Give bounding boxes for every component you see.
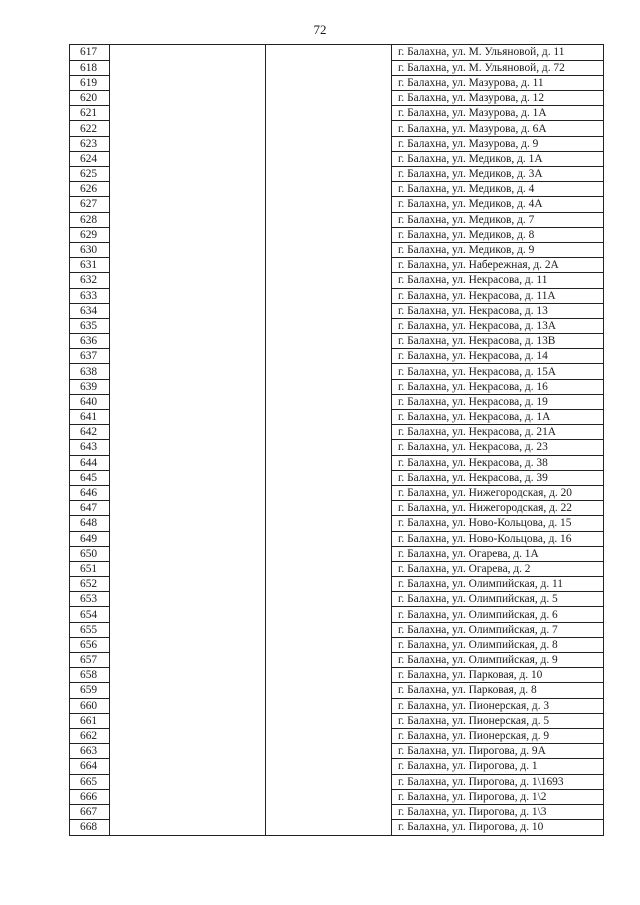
table-row	[70, 728, 604, 743]
address-cell: г. Балахна, ул. Некрасова, д. 13В	[392, 334, 604, 349]
table-row	[70, 713, 604, 728]
empty-cell	[110, 455, 266, 470]
empty-cell	[266, 91, 392, 106]
row-number: 644	[70, 455, 110, 470]
row-number: 635	[70, 318, 110, 333]
empty-cell	[266, 774, 392, 789]
table-row	[70, 242, 604, 257]
row-number: 641	[70, 410, 110, 425]
address-cell: г. Балахна, ул. Пионерская, д. 9	[392, 728, 604, 743]
empty-cell	[110, 379, 266, 394]
empty-cell	[266, 546, 392, 561]
empty-cell	[266, 334, 392, 349]
empty-cell	[266, 258, 392, 273]
table-row	[70, 349, 604, 364]
address-cell: г. Балахна, ул. Медиков, д. 3А	[392, 167, 604, 182]
empty-cell	[266, 728, 392, 743]
address-cell: г. Балахна, ул. Некрасова, д. 19	[392, 394, 604, 409]
address-cell: г. Балахна, ул. Пирогова, д. 1\3	[392, 804, 604, 819]
table-row	[70, 668, 604, 683]
row-number: 657	[70, 653, 110, 668]
empty-cell	[266, 713, 392, 728]
empty-cell	[110, 728, 266, 743]
address-cell: г. Балахна, ул. Некрасова, д. 38	[392, 455, 604, 470]
empty-cell	[266, 379, 392, 394]
table-row	[70, 197, 604, 212]
table-row	[70, 334, 604, 349]
table-row	[70, 394, 604, 409]
row-number: 645	[70, 470, 110, 485]
table-row	[70, 622, 604, 637]
address-cell: г. Балахна, ул. Медиков, д. 4	[392, 182, 604, 197]
address-cell: г. Балахна, ул. М. Ульяновой, д. 11	[392, 45, 604, 61]
address-cell: г. Балахна, ул. Олимпийская, д. 11	[392, 577, 604, 592]
row-number: 624	[70, 151, 110, 166]
row-number: 667	[70, 804, 110, 819]
empty-cell	[110, 713, 266, 728]
empty-cell	[266, 227, 392, 242]
empty-cell	[110, 470, 266, 485]
empty-cell	[266, 288, 392, 303]
table-row	[70, 273, 604, 288]
table-row	[70, 592, 604, 607]
empty-cell	[110, 318, 266, 333]
row-number: 654	[70, 607, 110, 622]
table-row	[70, 637, 604, 652]
table-row	[70, 182, 604, 197]
empty-cell	[110, 197, 266, 212]
row-number: 656	[70, 637, 110, 652]
row-number: 634	[70, 303, 110, 318]
empty-cell	[266, 592, 392, 607]
row-number: 660	[70, 698, 110, 713]
table-row	[70, 60, 604, 75]
address-cell: г. Балахна, ул. Медиков, д. 4А	[392, 197, 604, 212]
address-cell: г. Балахна, ул. Некрасова, д. 11А	[392, 288, 604, 303]
table-row	[70, 683, 604, 698]
empty-cell	[110, 121, 266, 136]
row-number: 639	[70, 379, 110, 394]
row-number: 663	[70, 744, 110, 759]
row-number: 637	[70, 349, 110, 364]
address-cell: г. Балахна, ул. Олимпийская, д. 6	[392, 607, 604, 622]
address-cell: г. Балахна, ул. Мазурова, д. 11	[392, 75, 604, 90]
row-number: 647	[70, 501, 110, 516]
empty-cell	[266, 653, 392, 668]
address-cell: г. Балахна, ул. Некрасова, д. 11	[392, 273, 604, 288]
address-cell: г. Балахна, ул. Огарева, д. 1А	[392, 546, 604, 561]
table-row	[70, 820, 604, 836]
row-number: 625	[70, 167, 110, 182]
empty-cell	[266, 273, 392, 288]
empty-cell	[266, 744, 392, 759]
address-cell: г. Балахна, ул. Пирогова, д. 1\1693	[392, 774, 604, 789]
table-row	[70, 774, 604, 789]
empty-cell	[110, 288, 266, 303]
table-row	[70, 470, 604, 485]
row-number: 646	[70, 485, 110, 500]
row-number: 638	[70, 364, 110, 379]
address-cell: г. Балахна, ул. Олимпийская, д. 5	[392, 592, 604, 607]
table-row	[70, 106, 604, 121]
empty-cell	[110, 106, 266, 121]
empty-cell	[266, 318, 392, 333]
empty-cell	[110, 607, 266, 622]
empty-cell	[266, 45, 392, 61]
address-cell: г. Балахна, ул. Мазурова, д. 9	[392, 136, 604, 151]
empty-cell	[110, 668, 266, 683]
row-number: 664	[70, 759, 110, 774]
address-cell: г. Балахна, ул. Пионерская, д. 3	[392, 698, 604, 713]
row-number: 636	[70, 334, 110, 349]
empty-cell	[266, 759, 392, 774]
row-number: 650	[70, 546, 110, 561]
address-cell: г. Балахна, ул. Олимпийская, д. 7	[392, 622, 604, 637]
row-number: 655	[70, 622, 110, 637]
empty-cell	[266, 637, 392, 652]
empty-cell	[266, 820, 392, 836]
empty-cell	[266, 485, 392, 500]
row-number: 618	[70, 60, 110, 75]
empty-cell	[110, 242, 266, 257]
table-row	[70, 561, 604, 576]
address-cell: г. Балахна, ул. Парковая, д. 10	[392, 668, 604, 683]
table-row	[70, 425, 604, 440]
empty-cell	[110, 60, 266, 75]
empty-cell	[110, 637, 266, 652]
row-number: 652	[70, 577, 110, 592]
empty-cell	[266, 577, 392, 592]
empty-cell	[266, 607, 392, 622]
empty-cell	[110, 45, 266, 61]
empty-cell	[266, 182, 392, 197]
address-cell: г. Балахна, ул. Мазурова, д. 1А	[392, 106, 604, 121]
empty-cell	[266, 151, 392, 166]
empty-cell	[266, 106, 392, 121]
empty-cell	[266, 394, 392, 409]
table-row	[70, 258, 604, 273]
address-cell: г. Балахна, ул. Олимпийская, д. 8	[392, 637, 604, 652]
row-number: 653	[70, 592, 110, 607]
row-number: 659	[70, 683, 110, 698]
address-cell: г. Балахна, ул. Пирогова, д. 1\2	[392, 789, 604, 804]
row-number: 626	[70, 182, 110, 197]
empty-cell	[266, 197, 392, 212]
empty-cell	[110, 804, 266, 819]
empty-cell	[266, 136, 392, 151]
row-number: 617	[70, 45, 110, 61]
table-row	[70, 440, 604, 455]
address-cell: г. Балахна, ул. Некрасова, д. 16	[392, 379, 604, 394]
empty-cell	[110, 258, 266, 273]
empty-cell	[266, 683, 392, 698]
row-number: 643	[70, 440, 110, 455]
table-row	[70, 410, 604, 425]
table-row	[70, 45, 604, 61]
row-number: 630	[70, 242, 110, 257]
empty-cell	[266, 303, 392, 318]
empty-cell	[110, 151, 266, 166]
empty-cell	[266, 60, 392, 75]
table-row	[70, 303, 604, 318]
table-row	[70, 75, 604, 90]
row-number: 632	[70, 273, 110, 288]
address-cell: г. Балахна, ул. Некрасова, д. 23	[392, 440, 604, 455]
empty-cell	[266, 455, 392, 470]
empty-cell	[266, 470, 392, 485]
address-cell: г. Балахна, ул. Некрасова, д. 21А	[392, 425, 604, 440]
address-cell: г. Балахна, ул. Набережная, д. 2А	[392, 258, 604, 273]
empty-cell	[110, 501, 266, 516]
table-row	[70, 516, 604, 531]
empty-cell	[110, 425, 266, 440]
empty-cell	[110, 212, 266, 227]
table-row	[70, 698, 604, 713]
table-row	[70, 364, 604, 379]
table-row	[70, 577, 604, 592]
empty-cell	[110, 683, 266, 698]
row-number: 619	[70, 75, 110, 90]
empty-cell	[110, 394, 266, 409]
address-cell: г. Балахна, ул. Огарева, д. 2	[392, 561, 604, 576]
table-row	[70, 485, 604, 500]
empty-cell	[110, 577, 266, 592]
row-number: 623	[70, 136, 110, 151]
address-cell: г. Балахна, ул. Пирогова, д. 1	[392, 759, 604, 774]
row-number: 627	[70, 197, 110, 212]
row-number: 631	[70, 258, 110, 273]
table-row	[70, 151, 604, 166]
empty-cell	[266, 561, 392, 576]
address-cell: г. Балахна, ул. Медиков, д. 7	[392, 212, 604, 227]
address-cell: г. Балахна, ул. Парковая, д. 8	[392, 683, 604, 698]
empty-cell	[266, 668, 392, 683]
row-number: 642	[70, 425, 110, 440]
address-cell: г. Балахна, ул. Некрасова, д. 13	[392, 303, 604, 318]
table-row	[70, 607, 604, 622]
empty-cell	[110, 227, 266, 242]
empty-cell	[266, 804, 392, 819]
page-number: 72	[313, 22, 327, 37]
address-cell: г. Балахна, ул. Некрасова, д. 14	[392, 349, 604, 364]
row-number: 665	[70, 774, 110, 789]
address-cell: г. Балахна, ул. Мазурова, д. 12	[392, 91, 604, 106]
row-number: 666	[70, 789, 110, 804]
empty-cell	[110, 91, 266, 106]
empty-cell	[110, 820, 266, 836]
empty-cell	[110, 440, 266, 455]
table-row	[70, 653, 604, 668]
table-row	[70, 91, 604, 106]
row-number: 649	[70, 531, 110, 546]
row-number: 622	[70, 121, 110, 136]
empty-cell	[110, 303, 266, 318]
empty-cell	[266, 349, 392, 364]
empty-cell	[110, 653, 266, 668]
table-row	[70, 121, 604, 136]
table-row	[70, 379, 604, 394]
row-number: 633	[70, 288, 110, 303]
table-row	[70, 546, 604, 561]
table-row	[70, 501, 604, 516]
empty-cell	[266, 121, 392, 136]
empty-cell	[110, 774, 266, 789]
address-cell: г. Балахна, ул. Некрасова, д. 1А	[392, 410, 604, 425]
empty-cell	[266, 364, 392, 379]
row-number: 628	[70, 212, 110, 227]
empty-cell	[110, 410, 266, 425]
empty-cell	[110, 349, 266, 364]
empty-cell	[266, 440, 392, 455]
empty-cell	[266, 698, 392, 713]
address-cell: г. Балахна, ул. Ново-Кольцова, д. 16	[392, 531, 604, 546]
empty-cell	[110, 698, 266, 713]
row-number: 651	[70, 561, 110, 576]
row-number: 668	[70, 820, 110, 836]
address-cell: г. Балахна, ул. Некрасова, д. 15А	[392, 364, 604, 379]
table-row	[70, 531, 604, 546]
row-number: 662	[70, 728, 110, 743]
address-cell: г. Балахна, ул. Олимпийская, д. 9	[392, 653, 604, 668]
empty-cell	[110, 531, 266, 546]
empty-cell	[110, 546, 266, 561]
empty-cell	[266, 789, 392, 804]
table-row	[70, 318, 604, 333]
empty-cell	[266, 622, 392, 637]
empty-cell	[110, 364, 266, 379]
row-number: 629	[70, 227, 110, 242]
table-row	[70, 744, 604, 759]
table-row	[70, 759, 604, 774]
address-cell: г. Балахна, ул. М. Ульяновой, д. 72	[392, 60, 604, 75]
row-number: 648	[70, 516, 110, 531]
row-number: 640	[70, 394, 110, 409]
empty-cell	[110, 622, 266, 637]
table-row	[70, 789, 604, 804]
empty-cell	[110, 182, 266, 197]
address-cell: г. Балахна, ул. Медиков, д. 9	[392, 242, 604, 257]
empty-cell	[110, 592, 266, 607]
table-row	[70, 227, 604, 242]
table-row	[70, 167, 604, 182]
empty-cell	[266, 167, 392, 182]
empty-cell	[266, 516, 392, 531]
row-number: 661	[70, 713, 110, 728]
table-row	[70, 804, 604, 819]
empty-cell	[266, 212, 392, 227]
address-cell: г. Балахна, ул. Пионерская, д. 5	[392, 713, 604, 728]
row-number: 621	[70, 106, 110, 121]
address-cell: г. Балахна, ул. Некрасова, д. 39	[392, 470, 604, 485]
empty-cell	[110, 167, 266, 182]
table-row	[70, 212, 604, 227]
empty-cell	[266, 501, 392, 516]
empty-cell	[110, 334, 266, 349]
row-number: 658	[70, 668, 110, 683]
address-cell: г. Балахна, ул. Медиков, д. 8	[392, 227, 604, 242]
table-row	[70, 136, 604, 151]
address-cell: г. Балахна, ул. Пирогова, д. 9А	[392, 744, 604, 759]
table-row	[70, 455, 604, 470]
empty-cell	[110, 485, 266, 500]
row-number: 620	[70, 91, 110, 106]
address-cell: г. Балахна, ул. Некрасова, д. 13А	[392, 318, 604, 333]
address-cell: г. Балахна, ул. Нижегородская, д. 22	[392, 501, 604, 516]
address-cell: г. Балахна, ул. Пирогова, д. 10	[392, 820, 604, 836]
empty-cell	[266, 410, 392, 425]
empty-cell	[110, 759, 266, 774]
empty-cell	[266, 531, 392, 546]
empty-cell	[110, 744, 266, 759]
table-row	[70, 288, 604, 303]
empty-cell	[110, 789, 266, 804]
empty-cell	[266, 75, 392, 90]
empty-cell	[266, 242, 392, 257]
empty-cell	[110, 273, 266, 288]
empty-cell	[266, 425, 392, 440]
address-table-body	[70, 45, 604, 836]
empty-cell	[110, 516, 266, 531]
address-cell: г. Балахна, ул. Медиков, д. 1А	[392, 151, 604, 166]
empty-cell	[110, 136, 266, 151]
address-cell: г. Балахна, ул. Нижегородская, д. 20	[392, 485, 604, 500]
address-cell: г. Балахна, ул. Мазурова, д. 6А	[392, 121, 604, 136]
empty-cell	[110, 75, 266, 90]
address-table	[69, 44, 604, 836]
empty-cell	[110, 561, 266, 576]
address-cell: г. Балахна, ул. Ново-Кольцова, д. 15	[392, 516, 604, 531]
